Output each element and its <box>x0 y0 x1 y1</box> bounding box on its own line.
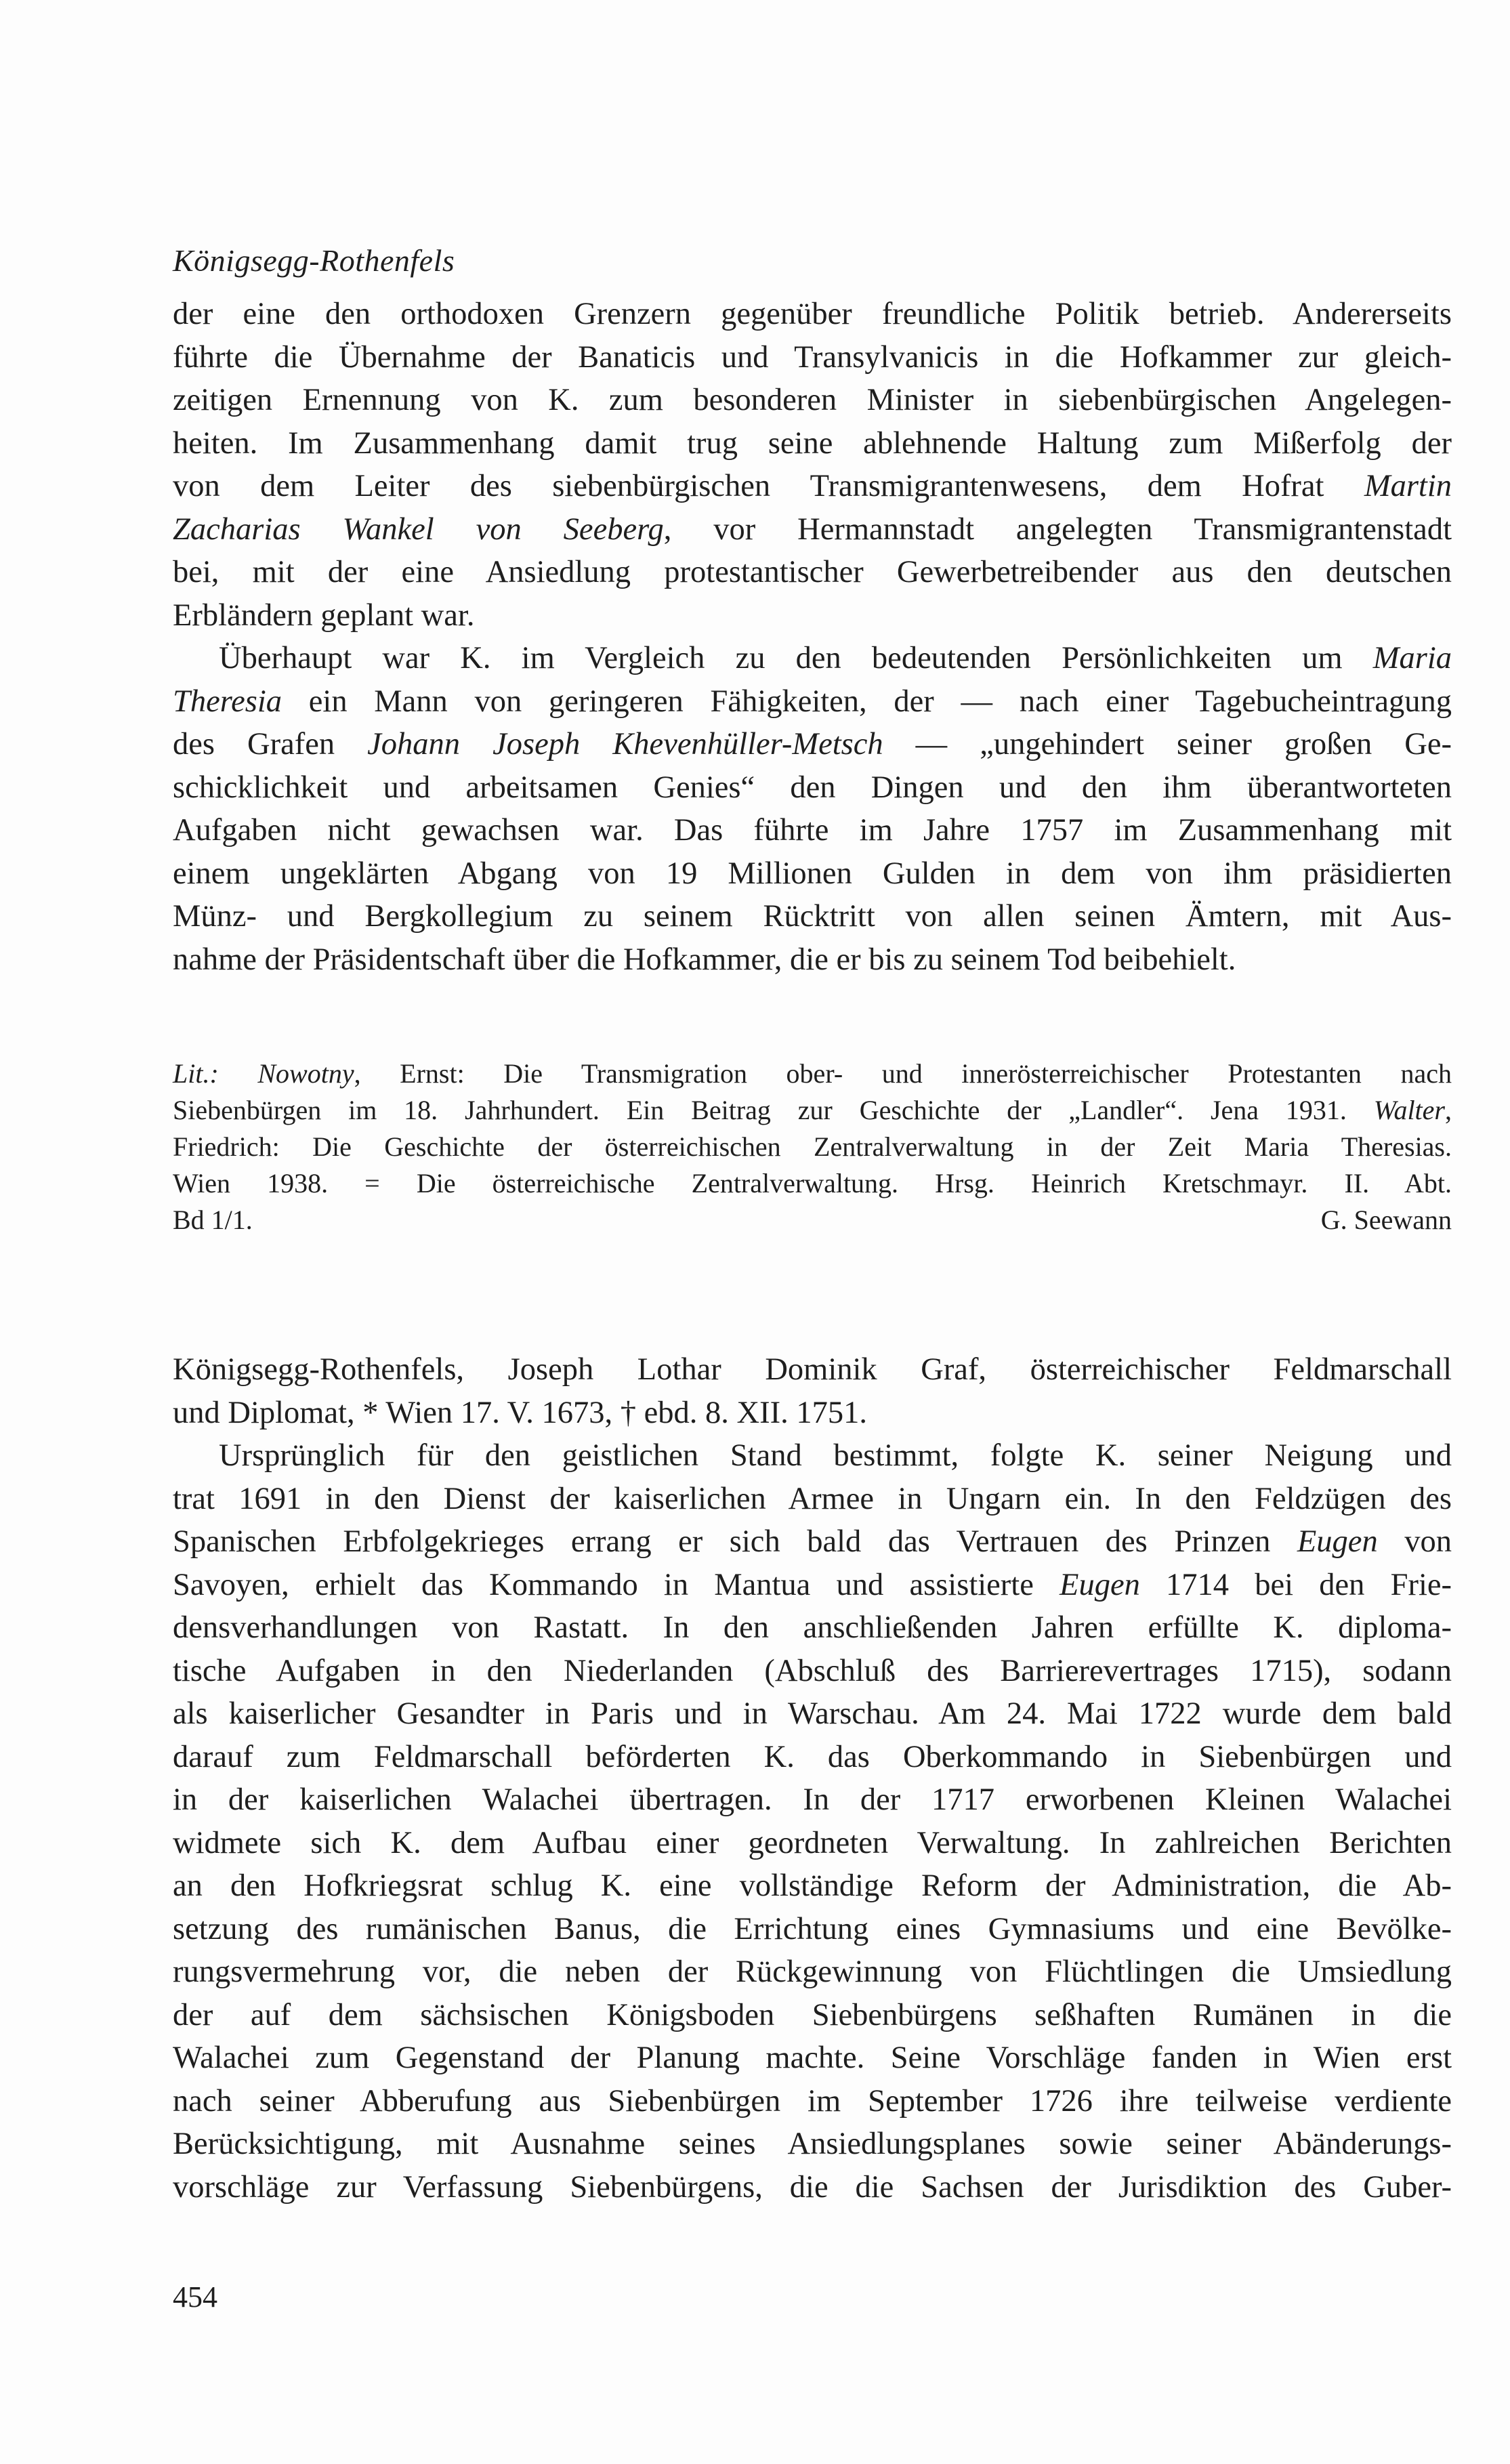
text-line: Berücksichtigung, mit Ausnahme seines Ansiedlungsplanes sowie seiner Abänderungs- <box>173 2127 1452 2161</box>
text-line: führte die Übernahme der Banaticis und Transylvanicis in die Hofkammer zur gleich- <box>173 339 1452 375</box>
entry1-continuation <box>173 293 1452 981</box>
entry-headword: Königsegg-Rothenfels, <box>173 1352 465 1387</box>
text-line: widmete sich K. dem Aufbau einer geordneten Verwaltung. In zahlreichen Berichten <box>173 1825 1452 1860</box>
literature-line: Siebenbürgen im 18. Jahrhundert. Ein Beitrag zur Geschichte der „Landler“. Jena 1931. Walter, <box>173 1095 1452 1125</box>
literature-line: Friedrich: Die Geschichte der österreichischen Zentralverwaltung in der Zeit Maria Theresias. <box>173 1131 1452 1162</box>
entry2-body <box>173 1434 1452 2209</box>
literature-line: Lit.: Nowotny, Ernst: Die Transmigration ober- und innerösterreichischer Protestanten nach <box>173 1058 1452 1089</box>
text-line: Zacharias Wankel von Seeberg, vor Hermannstadt angelegten Transmigrantenstadt <box>173 511 1452 547</box>
text-line: an den Hofkriegsrat schlug K. eine vollständige Reform der Administration, die Ab- <box>173 1868 1452 1903</box>
text-line: densverhandlungen von Rastatt. In den anschließenden Jahren erfüllte K. diploma- <box>173 1610 1452 1645</box>
italic-name: Lit.: Nowotny <box>173 1058 354 1089</box>
literature-section <box>173 1056 1452 1238</box>
text-line: nahme der Präsidentschaft über die Hofkammer, die er bis zu seinem Tod beibehielt. <box>173 942 1236 977</box>
text-line: Savoyen, erhielt das Kommando in Mantua und assistierte Eugen 1714 bei den Frie- <box>173 1567 1452 1602</box>
text-line: schicklichkeit und arbeitsamen Genies“ den Dingen und den ihm überantworteten <box>173 770 1452 805</box>
text-line: einem ungeklärten Abgang von 19 Millionen Gulden in dem von ihm präsidierten <box>173 856 1452 891</box>
text-line: Aufgaben nicht gewachsen war. Das führte im Jahre 1757 im Zusammenhang mit <box>173 813 1452 848</box>
literature-line: Bd 1/1. <box>173 1205 253 1235</box>
text-line: in der kaiserlichen Walachei übertragen. In der 1717 erworbenen Kleinen Walachei <box>173 1782 1452 1817</box>
italic-name: Eugen <box>1297 1524 1378 1559</box>
italic-name: Walter <box>1373 1095 1445 1125</box>
text-line: zeitigen Ernennung von K. zum besonderen Minister in siebenbürgischen Angelegen- <box>173 383 1452 417</box>
text-line: rungsvermehrung vor, die neben der Rückgewinnung von Flüchtlingen die Umsiedlung <box>173 1955 1452 1989</box>
text-line: Spanischen Erbfolgekrieges errang er sich bald das Vertrauen des Prinzen Eugen von <box>173 1524 1452 1559</box>
text-line: als kaiserlicher Gesandter in Paris und in Warschau. Am 24. Mai 1722 wurde dem bald <box>173 1696 1452 1731</box>
italic-name: Theresia <box>173 684 282 719</box>
text-line: Erbländern geplant war. <box>173 598 475 633</box>
running-head: Königsegg-Rothenfels <box>173 243 455 278</box>
author-signature: G. Seewann <box>1320 1205 1452 1235</box>
italic-name: Eugen <box>1060 1567 1140 1602</box>
text-line: heiten. Im Zusammenhang damit trug seine ablehnende Haltung zum Mißerfolg der <box>173 425 1452 461</box>
text-line: tische Aufgaben in den Niederlanden (Abschluß des Barrierevertrages 1715), sodann <box>173 1653 1452 1688</box>
entry2-header-line: und Diplomat, * Wien 17. V. 1673, † ebd. 8. XII. 1751. <box>173 1395 867 1430</box>
text-line: Münz- und Bergkollegium zu seinem Rücktritt von allen seinen Ämtern, mit Aus- <box>173 899 1452 934</box>
entry2 <box>173 1348 1452 2209</box>
text-line: vorschläge zur Verfassung Siebenbürgens, die die Sachsen der Jurisdiktion des Guber- <box>173 2169 1452 2205</box>
text-line: bei, mit der eine Ansiedlung protestantischer Gewerbetreibender aus den deutschen <box>173 555 1452 589</box>
text-line: der auf dem sächsischen Königsboden Siebenbürgens seßhaften Rumänen in die <box>173 1997 1452 2032</box>
italic-name: Johann Joseph Khevenhüller-Metsch <box>367 727 883 761</box>
text-line: trat 1691 in den Dienst der kaiserlichen Armee in Ungarn ein. In den Feldzügen des <box>173 1481 1452 1516</box>
paragraph <box>173 293 1452 637</box>
text-line: der eine den orthodoxen Grenzern gegenüber freundliche Politik betrieb. Andererseits <box>173 297 1452 331</box>
text-line: des Grafen Johann Joseph Khevenhüller-Metsch — „ungehindert seiner großen Ge- <box>173 727 1452 761</box>
text-line: setzung des rumänischen Banus, die Errichtung eines Gymnasiums und eine Bevölke- <box>173 1911 1452 1946</box>
text-line: Walachei zum Gegenstand der Planung machte. Seine Vorschläge fanden in Wien erst <box>173 2041 1452 2075</box>
text-line: Theresia ein Mann von geringeren Fähigkeiten, der — nach einer Tagebucheintragung <box>173 684 1452 719</box>
text-line: Überhaupt war K. im Vergleich zu den bedeutenden Persönlichkeiten um Maria <box>219 641 1452 675</box>
text-line: Ursprünglich für den geistlichen Stand bestimmt, folgte K. seiner Neigung und <box>219 1438 1452 1473</box>
text-line: darauf zum Feldmarschall beförderten K. das Oberkommando in Siebenbürgen und <box>173 1739 1452 1774</box>
paragraph <box>173 637 1452 981</box>
italic-name: Maria <box>1372 641 1452 675</box>
text-line: von dem Leiter des siebenbürgischen Transmigrantenwesens, dem Hofrat Martin <box>173 469 1452 503</box>
italic-name: Martin <box>1364 469 1452 503</box>
italic-name: Zacharias Wankel von Seeberg <box>173 511 664 547</box>
literature-line: Wien 1938. = Die österreichische Zentralverwaltung. Hrsg. Heinrich Kretschmayr. II. Abt. <box>173 1168 1452 1198</box>
entry2-header-line: Königsegg-Rothenfels, Joseph Lothar Dominik Graf, österreichischer Feldmarschall <box>173 1352 1452 1387</box>
page-number: 454 <box>173 2280 217 2314</box>
text-line: nach seiner Abberufung aus Siebenbürgen im September 1726 ihre teilweise verdiente <box>173 2083 1452 2118</box>
